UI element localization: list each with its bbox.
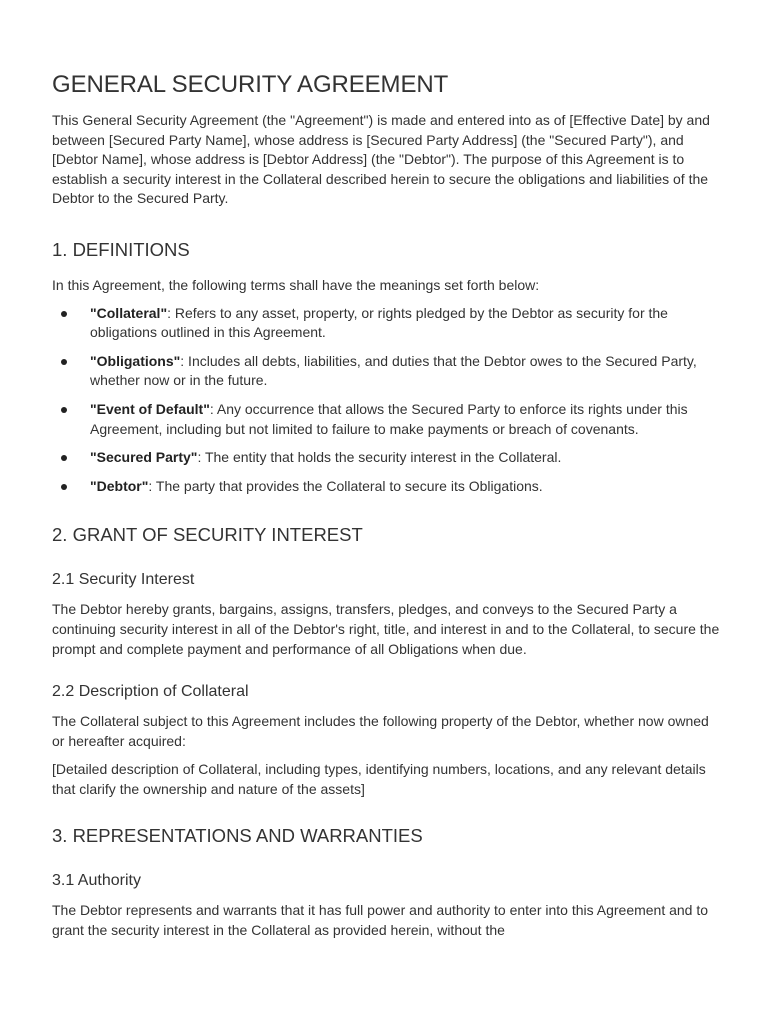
bullet-icon — [61, 311, 67, 317]
definition-term: "Secured Party" — [90, 449, 198, 466]
definitions-heading: 1. DEFINITIONS — [52, 238, 190, 260]
intro-paragraph: This General Security Agreement (the "Agreement") is made and entered into as of [Effective Date] by and between [Secured Party Name], whose address is [Secured Party Address] (the "Secured Party"), and [Debtor Name], whose address is [Debtor Address] (the "Debtor"). The purpose of this Agreement is to establish a security interest in the Collateral described herein to secure the obligations and liabilities of the Debtor to the Secured Party. — [52, 112, 710, 207]
security-interest-body: The Debtor hereby grants, bargains, assigns, transfers, pledges, and conveys to the Secured Party a continuing security interest in all of the Debtor's right, title, and interest in and to the Collateral, to secure the prompt and complete payment and performance of all Obligations when due. — [52, 601, 720, 657]
authority-body: The Debtor represents and warrants that it has full power and authority to enter into this Agreement and to grant the security interest in the Collateral as provided herein, without the — [52, 902, 709, 939]
definition-item-event-of-default — [52, 400, 720, 439]
security-interest-heading: 2.1 Security Interest — [52, 571, 195, 589]
representations-heading: 3. REPRESENTATIONS AND WARRANTIES — [52, 825, 423, 847]
document-title: GENERAL SECURITY AGREEMENT — [52, 71, 449, 98]
bullet-icon — [61, 484, 67, 490]
definition-text: : The party that provides the Collateral to secure its Obligations. — [148, 477, 543, 494]
bullet-icon — [61, 455, 67, 461]
definitions-list — [52, 304, 720, 497]
definition-item-secured-party — [52, 448, 720, 468]
definition-item-debtor — [52, 477, 720, 497]
collateral-body: The Collateral subject to this Agreement includes the following property of the Debtor, whether now owned or hereafter acquired: — [52, 713, 709, 749]
definition-text: : Any occurrence that allows the Secured Party to enforce its rights under this Agreement, including but not limited to failure to make payments or breach of covenants. — [90, 400, 688, 437]
definition-term: "Debtor" — [90, 477, 149, 494]
grant-heading: 2. GRANT OF SECURITY INTEREST — [52, 524, 363, 546]
bullet-icon — [61, 407, 67, 413]
definition-term: "Collateral" — [90, 304, 168, 321]
document-page — [52, 70, 720, 941]
collateral-detail: [Detailed description of Collateral, including types, identifying numbers, locations, and any relevant details that clarify the ownership and nature of the assets] — [52, 761, 706, 797]
definition-text: : Refers to any asset, property, or rights pledged by the Debtor as security for the obligations outlined in this Agreement. — [90, 304, 668, 341]
definition-text: : Includes all debts, liabilities, and duties that the Debtor owes to the Secured Party, whether now or in the future. — [90, 352, 697, 389]
definition-text: : The entity that holds the security interest in the Collateral. — [197, 449, 562, 466]
definition-term: "Obligations" — [90, 352, 181, 369]
definition-item-obligations — [52, 352, 720, 391]
definitions-intro: In this Agreement, the following terms shall have the meanings set forth below: — [52, 276, 540, 293]
authority-heading: 3.1 Authority — [52, 872, 141, 890]
definition-item-collateral — [52, 304, 720, 343]
definition-term: "Event of Default" — [90, 400, 210, 417]
collateral-heading: 2.2 Description of Collateral — [52, 683, 249, 701]
bullet-icon — [61, 359, 67, 365]
